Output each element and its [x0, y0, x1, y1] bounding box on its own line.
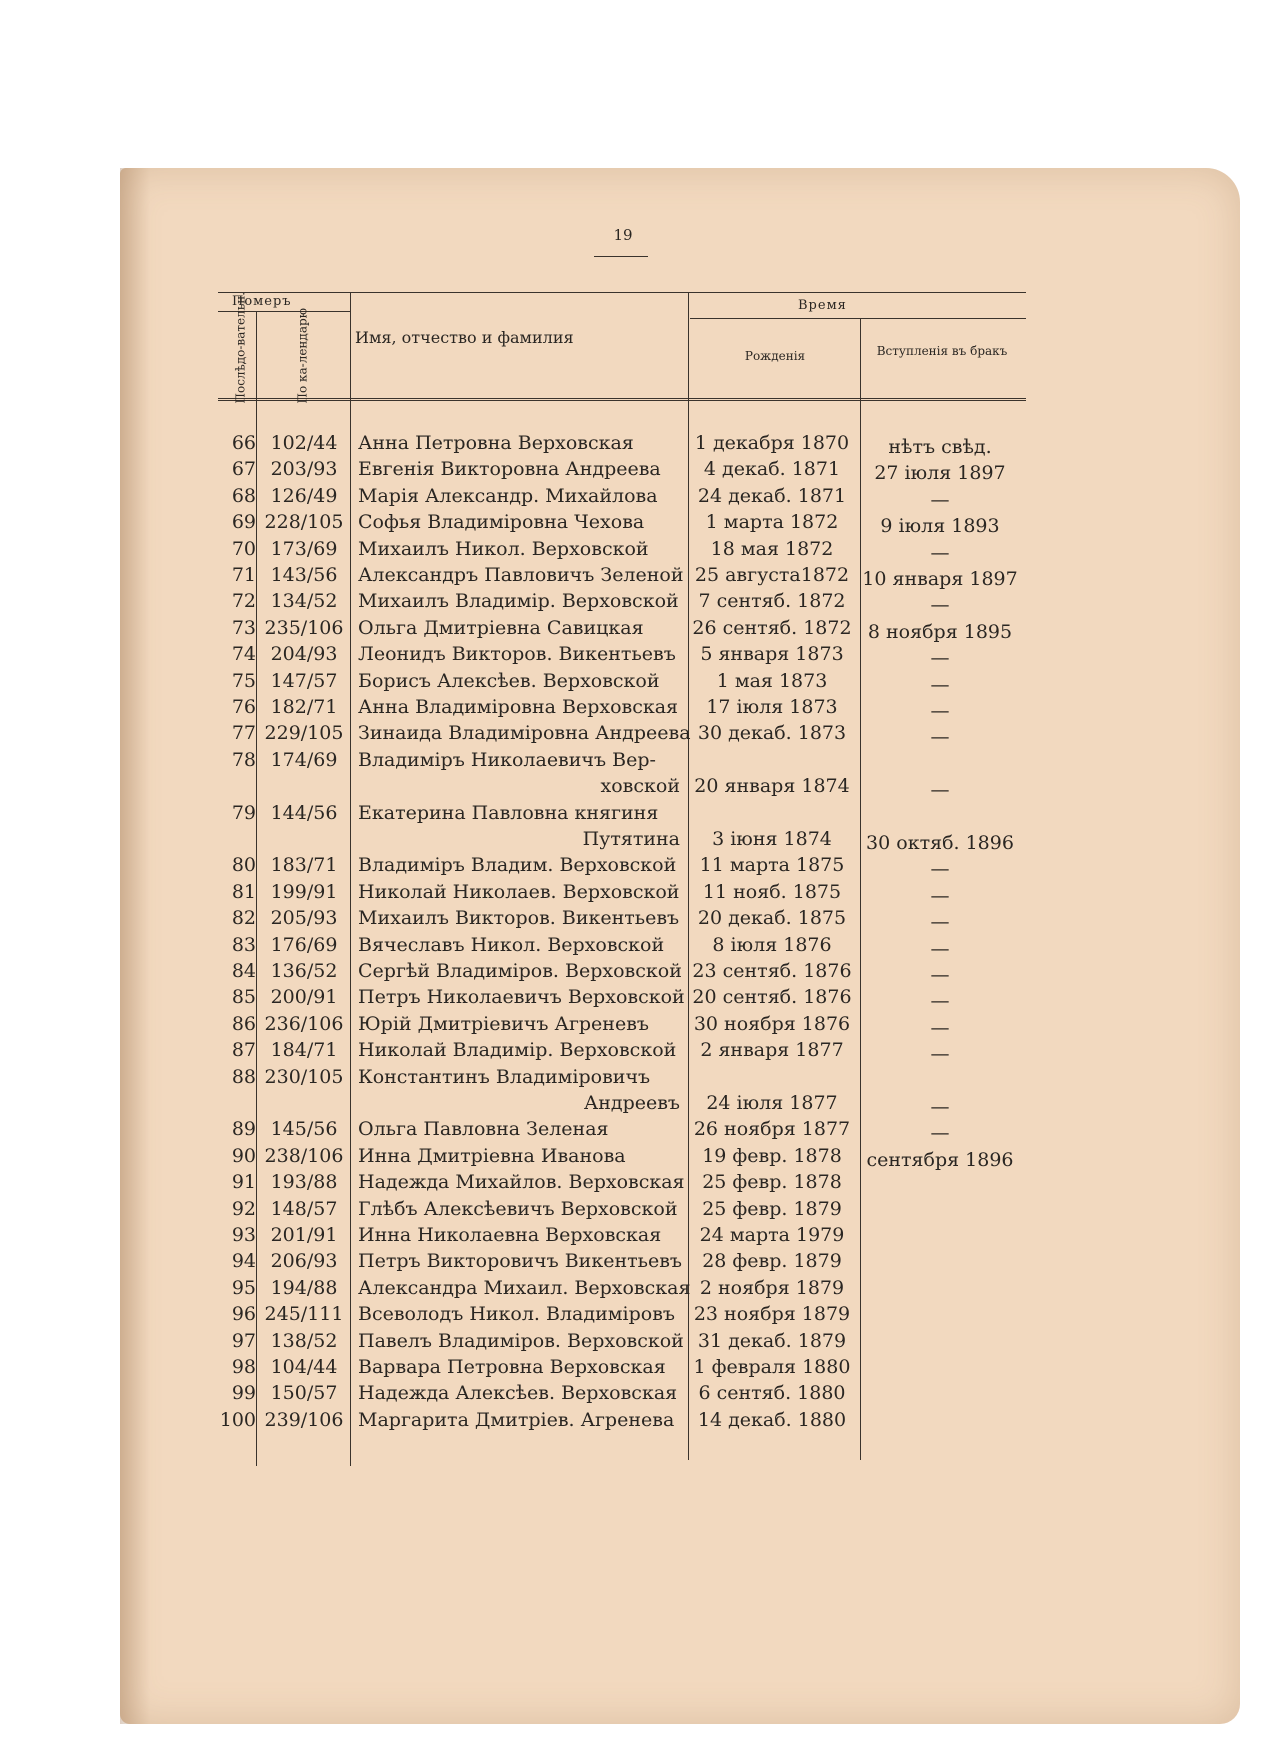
row-marriage-date: — — [930, 488, 950, 511]
header-bottom-rule — [218, 398, 1026, 401]
row-calendar-number: 150/57 — [270, 1382, 338, 1405]
row-marriage-date: — — [930, 990, 950, 1013]
row-calendar-number: 228/105 — [264, 511, 344, 534]
row-marriage-date: 9 іюля 1893 — [880, 515, 1000, 538]
row-name: Николай Владимір. Верховской — [358, 1039, 677, 1062]
row-name: Вячеславъ Никол. Верховской — [358, 933, 665, 956]
row-name: Инна Дмитріевна Иванова — [358, 1144, 626, 1167]
row-calendar-number: 245/111 — [264, 1303, 344, 1326]
row-birth-date: 17 іюля 1873 — [706, 696, 838, 718]
row-marriage-date: 10 января 1897 — [862, 568, 1018, 590]
row-birth-date: 1 марта 1872 — [705, 511, 839, 534]
row-name: Инна Николаевна Верховская — [358, 1224, 662, 1246]
row-marriage-date: — — [930, 726, 950, 749]
row-marriage-date: — — [930, 937, 950, 960]
row-birth-date: 26 сентяб. 1872 — [692, 616, 852, 639]
header-marriage: Вступленія въ бракъ — [876, 344, 1008, 358]
row-seq-number: 73 — [231, 616, 256, 639]
row-seq-number: 90 — [231, 1144, 256, 1167]
row-calendar-number: 138/52 — [270, 1329, 338, 1352]
row-name: Анна Петровна Верховская — [358, 432, 634, 454]
row-name: Екатерина Павловна княгиня — [358, 801, 659, 824]
row-birth-date: 25 августа1872 — [694, 564, 850, 586]
row-calendar-number: 206/93 — [270, 1250, 338, 1273]
page-number-rule — [594, 256, 648, 257]
row-marriage-date: — — [930, 1016, 950, 1039]
row-seq-number: 68 — [231, 484, 256, 507]
row-marriage-date: 8 ноября 1895 — [867, 620, 1013, 643]
row-name: Александръ Павловичъ Зеленой — [358, 564, 684, 586]
row-seq-number: 91 — [231, 1171, 256, 1194]
header-nomer: Померъ — [232, 294, 292, 309]
row-birth-date: 19 февр. 1878 — [702, 1144, 842, 1167]
row-calendar-number: 229/105 — [264, 722, 344, 745]
row-seq-number: 98 — [231, 1356, 256, 1378]
row-seq-number: 86 — [231, 1012, 256, 1035]
row-birth-date: 20 декаб. 1875 — [697, 907, 847, 930]
row-calendar-number: 183/71 — [270, 854, 338, 877]
row-calendar-number: 230/105 — [264, 1065, 344, 1088]
row-marriage-date: — — [930, 779, 950, 802]
row-name: Софья Владиміровна Чехова — [358, 511, 645, 534]
row-name: Михаилъ Никол. Верховской — [358, 537, 649, 560]
row-calendar-number: 199/91 — [270, 880, 338, 903]
row-birth-date: 23 ноября 1879 — [693, 1303, 851, 1326]
row-birth-date: 26 ноября 1877 — [693, 1118, 851, 1141]
row-name: Александра Михаил. Верховская — [358, 1276, 691, 1299]
row-calendar-number: 184/71 — [270, 1039, 338, 1062]
row-calendar-number: 136/52 — [270, 960, 338, 982]
row-calendar-number: 203/93 — [270, 458, 338, 481]
row-birth-date: 2 января 1877 — [700, 1039, 844, 1062]
row-calendar-number: 201/91 — [270, 1224, 338, 1246]
row-marriage-date: 30 октяб. 1896 — [866, 832, 1014, 854]
row-marriage-date: — — [930, 911, 950, 934]
row-seq-number: 82 — [231, 907, 256, 930]
row-seq-number: 89 — [231, 1118, 256, 1141]
page-number: 19 — [613, 226, 633, 244]
row-seq-number: 74 — [231, 643, 256, 666]
row-seq-number: 84 — [231, 960, 256, 982]
row-name: Марія Александр. Михайлова — [358, 484, 658, 507]
row-calendar-number: 145/56 — [270, 1118, 338, 1141]
row-name: Ольга Павловна Зеленая — [358, 1118, 609, 1141]
row-seq-number: 81 — [231, 880, 256, 903]
row-calendar-number: 173/69 — [270, 537, 338, 560]
row-birth-date: 1 декабря 1870 — [694, 432, 850, 454]
row-name: Маргарита Дмитріев. Агренева — [358, 1408, 675, 1431]
row-birth-date: 24 марта 1979 — [699, 1224, 845, 1246]
row-marriage-date: нѣтъ свѣд. — [888, 436, 992, 458]
row-name: Варвара Петровна Верховская — [358, 1356, 666, 1378]
row-birth-date: 25 февр. 1879 — [702, 1197, 842, 1220]
row-calendar-number: 134/52 — [270, 590, 338, 613]
col-rule-1 — [256, 311, 257, 1466]
row-birth-date: 11 марта 1875 — [699, 854, 845, 877]
row-name-continued: Андреевъ — [583, 1092, 680, 1114]
row-name: Михаилъ Владимір. Верховской — [358, 590, 679, 613]
row-calendar-number: 143/56 — [270, 564, 338, 586]
row-calendar-number: 205/93 — [270, 907, 338, 930]
row-calendar-number: 235/106 — [264, 616, 344, 639]
row-calendar-number: 104/44 — [270, 1356, 338, 1378]
row-marriage-date: — — [930, 700, 950, 722]
row-name: Петръ Николаевичъ Верховской — [358, 986, 685, 1009]
row-birth-date: 28 февр. 1879 — [702, 1250, 842, 1273]
row-name: Зинаида Владиміровна Андреева — [358, 722, 691, 745]
row-birth-date: 24 іюля 1877 — [706, 1092, 838, 1114]
row-seq-number: 93 — [231, 1224, 256, 1246]
row-birth-date: 18 мая 1872 — [710, 537, 834, 560]
row-calendar-number: 200/91 — [270, 986, 338, 1009]
row-marriage-date: — — [930, 647, 950, 670]
row-calendar-number: 194/88 — [270, 1276, 338, 1299]
row-name: Ольга Дмитріевна Савицкая — [358, 616, 644, 639]
row-seq-number: 70 — [231, 537, 256, 560]
row-calendar-number: 126/49 — [270, 484, 338, 507]
row-marriage-date: сентября 1896 — [866, 1148, 1014, 1171]
row-birth-date: 1 мая 1873 — [716, 669, 828, 692]
row-seq-number: 83 — [231, 933, 256, 956]
row-birth-date: 7 сентяб. 1872 — [698, 590, 846, 613]
row-name: Павелъ Владиміров. Верховской — [358, 1329, 684, 1352]
row-name: Глѣбъ Алексѣевичъ Верховской — [358, 1197, 678, 1220]
header-birth: Рожденія — [744, 349, 806, 363]
row-seq-number: 69 — [231, 511, 256, 534]
row-marriage-date: — — [930, 1043, 950, 1066]
row-seq-number: 75 — [231, 669, 256, 692]
row-seq-number: 67 — [231, 458, 256, 481]
row-birth-date: 24 декаб. 1871 — [697, 484, 847, 507]
row-seq-number: 88 — [231, 1065, 256, 1088]
row-name: Леонидъ Викторов. Викентьевъ — [358, 643, 676, 666]
row-birth-date: 30 декаб. 1873 — [697, 722, 847, 745]
row-seq-number: 78 — [231, 748, 256, 771]
row-seq-number: 79 — [231, 801, 256, 824]
header-vremya: Время — [798, 298, 847, 313]
row-calendar-number: 193/88 — [270, 1171, 338, 1194]
row-birth-date: 11 нояб. 1875 — [702, 880, 842, 903]
row-birth-date: 25 февр. 1878 — [702, 1171, 842, 1194]
row-name: Владиміръ Николаевичъ Вер- — [358, 748, 656, 771]
row-name: Юрій Дмитріевичъ Агреневъ — [358, 1012, 649, 1035]
row-seq-number: 77 — [231, 722, 256, 745]
row-name: Борисъ Алексѣев. Верховской — [358, 669, 660, 692]
row-name: Евгенія Викторовна Андреева — [358, 458, 661, 481]
row-birth-date: 1 февраля 1880 — [693, 1356, 851, 1378]
row-seq-number: 92 — [231, 1197, 256, 1220]
row-name: Анна Владиміровна Верховская — [358, 696, 679, 718]
row-marriage-date: — — [930, 884, 950, 907]
row-name: Владиміръ Владим. Верховской — [358, 854, 677, 877]
row-birth-date: 23 сентяб. 1876 — [692, 960, 852, 982]
row-seq-number: 95 — [231, 1276, 256, 1299]
header-seq: Послѣдо-вательн. — [233, 291, 248, 404]
row-name: Надежда Михайлов. Верховская — [358, 1171, 685, 1194]
row-calendar-number: 236/106 — [264, 1012, 344, 1035]
row-birth-date: 14 декаб. 1880 — [697, 1408, 847, 1431]
row-name: Михаилъ Викторов. Викентьевъ — [358, 907, 680, 930]
row-birth-date: 2 ноября 1879 — [699, 1276, 845, 1299]
row-birth-date: 20 сентяб. 1876 — [692, 986, 852, 1009]
row-seq-number: 76 — [231, 696, 256, 718]
row-calendar-number: 174/69 — [270, 748, 338, 771]
row-name: Надежда Алексѣев. Верховская — [358, 1382, 678, 1405]
row-marriage-date: — — [930, 673, 950, 696]
row-marriage-date: — — [930, 1096, 950, 1118]
row-calendar-number: 102/44 — [270, 432, 338, 454]
row-name: Всеволодъ Никол. Владиміровъ — [358, 1303, 675, 1326]
row-marriage-date: — — [930, 594, 950, 617]
row-birth-date: 4 декаб. 1871 — [703, 458, 841, 481]
row-birth-date: 20 января 1874 — [694, 775, 850, 798]
row-seq-number: 96 — [231, 1303, 256, 1326]
row-seq-number: 66 — [231, 432, 256, 454]
row-calendar-number: 147/57 — [270, 669, 338, 692]
row-seq-number: 99 — [231, 1382, 256, 1405]
row-seq-number: 97 — [231, 1329, 256, 1352]
row-name: Николай Николаев. Верховской — [358, 880, 680, 903]
row-calendar-number: 144/56 — [270, 801, 338, 824]
row-name: Сергѣй Владиміров. Верховской — [358, 960, 682, 982]
row-calendar-number: 148/57 — [270, 1197, 338, 1220]
row-birth-date: 5 января 1873 — [700, 643, 844, 666]
row-birth-date: 3 іюня 1874 — [712, 828, 832, 850]
row-marriage-date: — — [930, 858, 950, 881]
row-seq-number: 85 — [231, 986, 256, 1009]
row-seq-number: 87 — [231, 1039, 256, 1062]
row-birth-date: 31 декаб. 1879 — [697, 1329, 847, 1352]
row-name: Константинъ Владиміровичъ — [358, 1065, 651, 1088]
row-birth-date: 30 ноября 1876 — [693, 1012, 851, 1035]
row-birth-date: 8 іюля 1876 — [712, 933, 832, 956]
row-seq-number: 94 — [231, 1250, 256, 1273]
row-marriage-date: 27 іюля 1897 — [874, 462, 1006, 485]
header-top-rule — [218, 292, 1026, 293]
row-marriage-date: — — [930, 1122, 950, 1145]
row-calendar-number: 239/106 — [264, 1408, 344, 1431]
row-seq-number: 100 — [219, 1408, 256, 1431]
row-calendar-number: 204/93 — [270, 643, 338, 666]
header-cal: По ка-лендарю — [295, 307, 310, 404]
row-calendar-number: 238/106 — [264, 1144, 344, 1167]
row-seq-number: 80 — [231, 854, 256, 877]
row-name-continued: ховской — [600, 775, 680, 798]
row-birth-date: 6 сентяб. 1880 — [698, 1382, 846, 1405]
row-seq-number: 72 — [231, 590, 256, 613]
row-seq-number: 71 — [231, 564, 256, 586]
vremya-rule — [690, 318, 1026, 319]
row-name-continued: Путятина — [582, 828, 680, 850]
row-name: Петръ Викторовичъ Викентьевъ — [358, 1250, 683, 1273]
row-marriage-date: — — [930, 964, 950, 986]
col-rule-2 — [350, 292, 351, 1466]
header-name: Имя, отчество и фамилия — [355, 328, 574, 347]
row-calendar-number: 182/71 — [270, 696, 338, 718]
row-calendar-number: 176/69 — [270, 933, 338, 956]
row-marriage-date: — — [930, 541, 950, 564]
